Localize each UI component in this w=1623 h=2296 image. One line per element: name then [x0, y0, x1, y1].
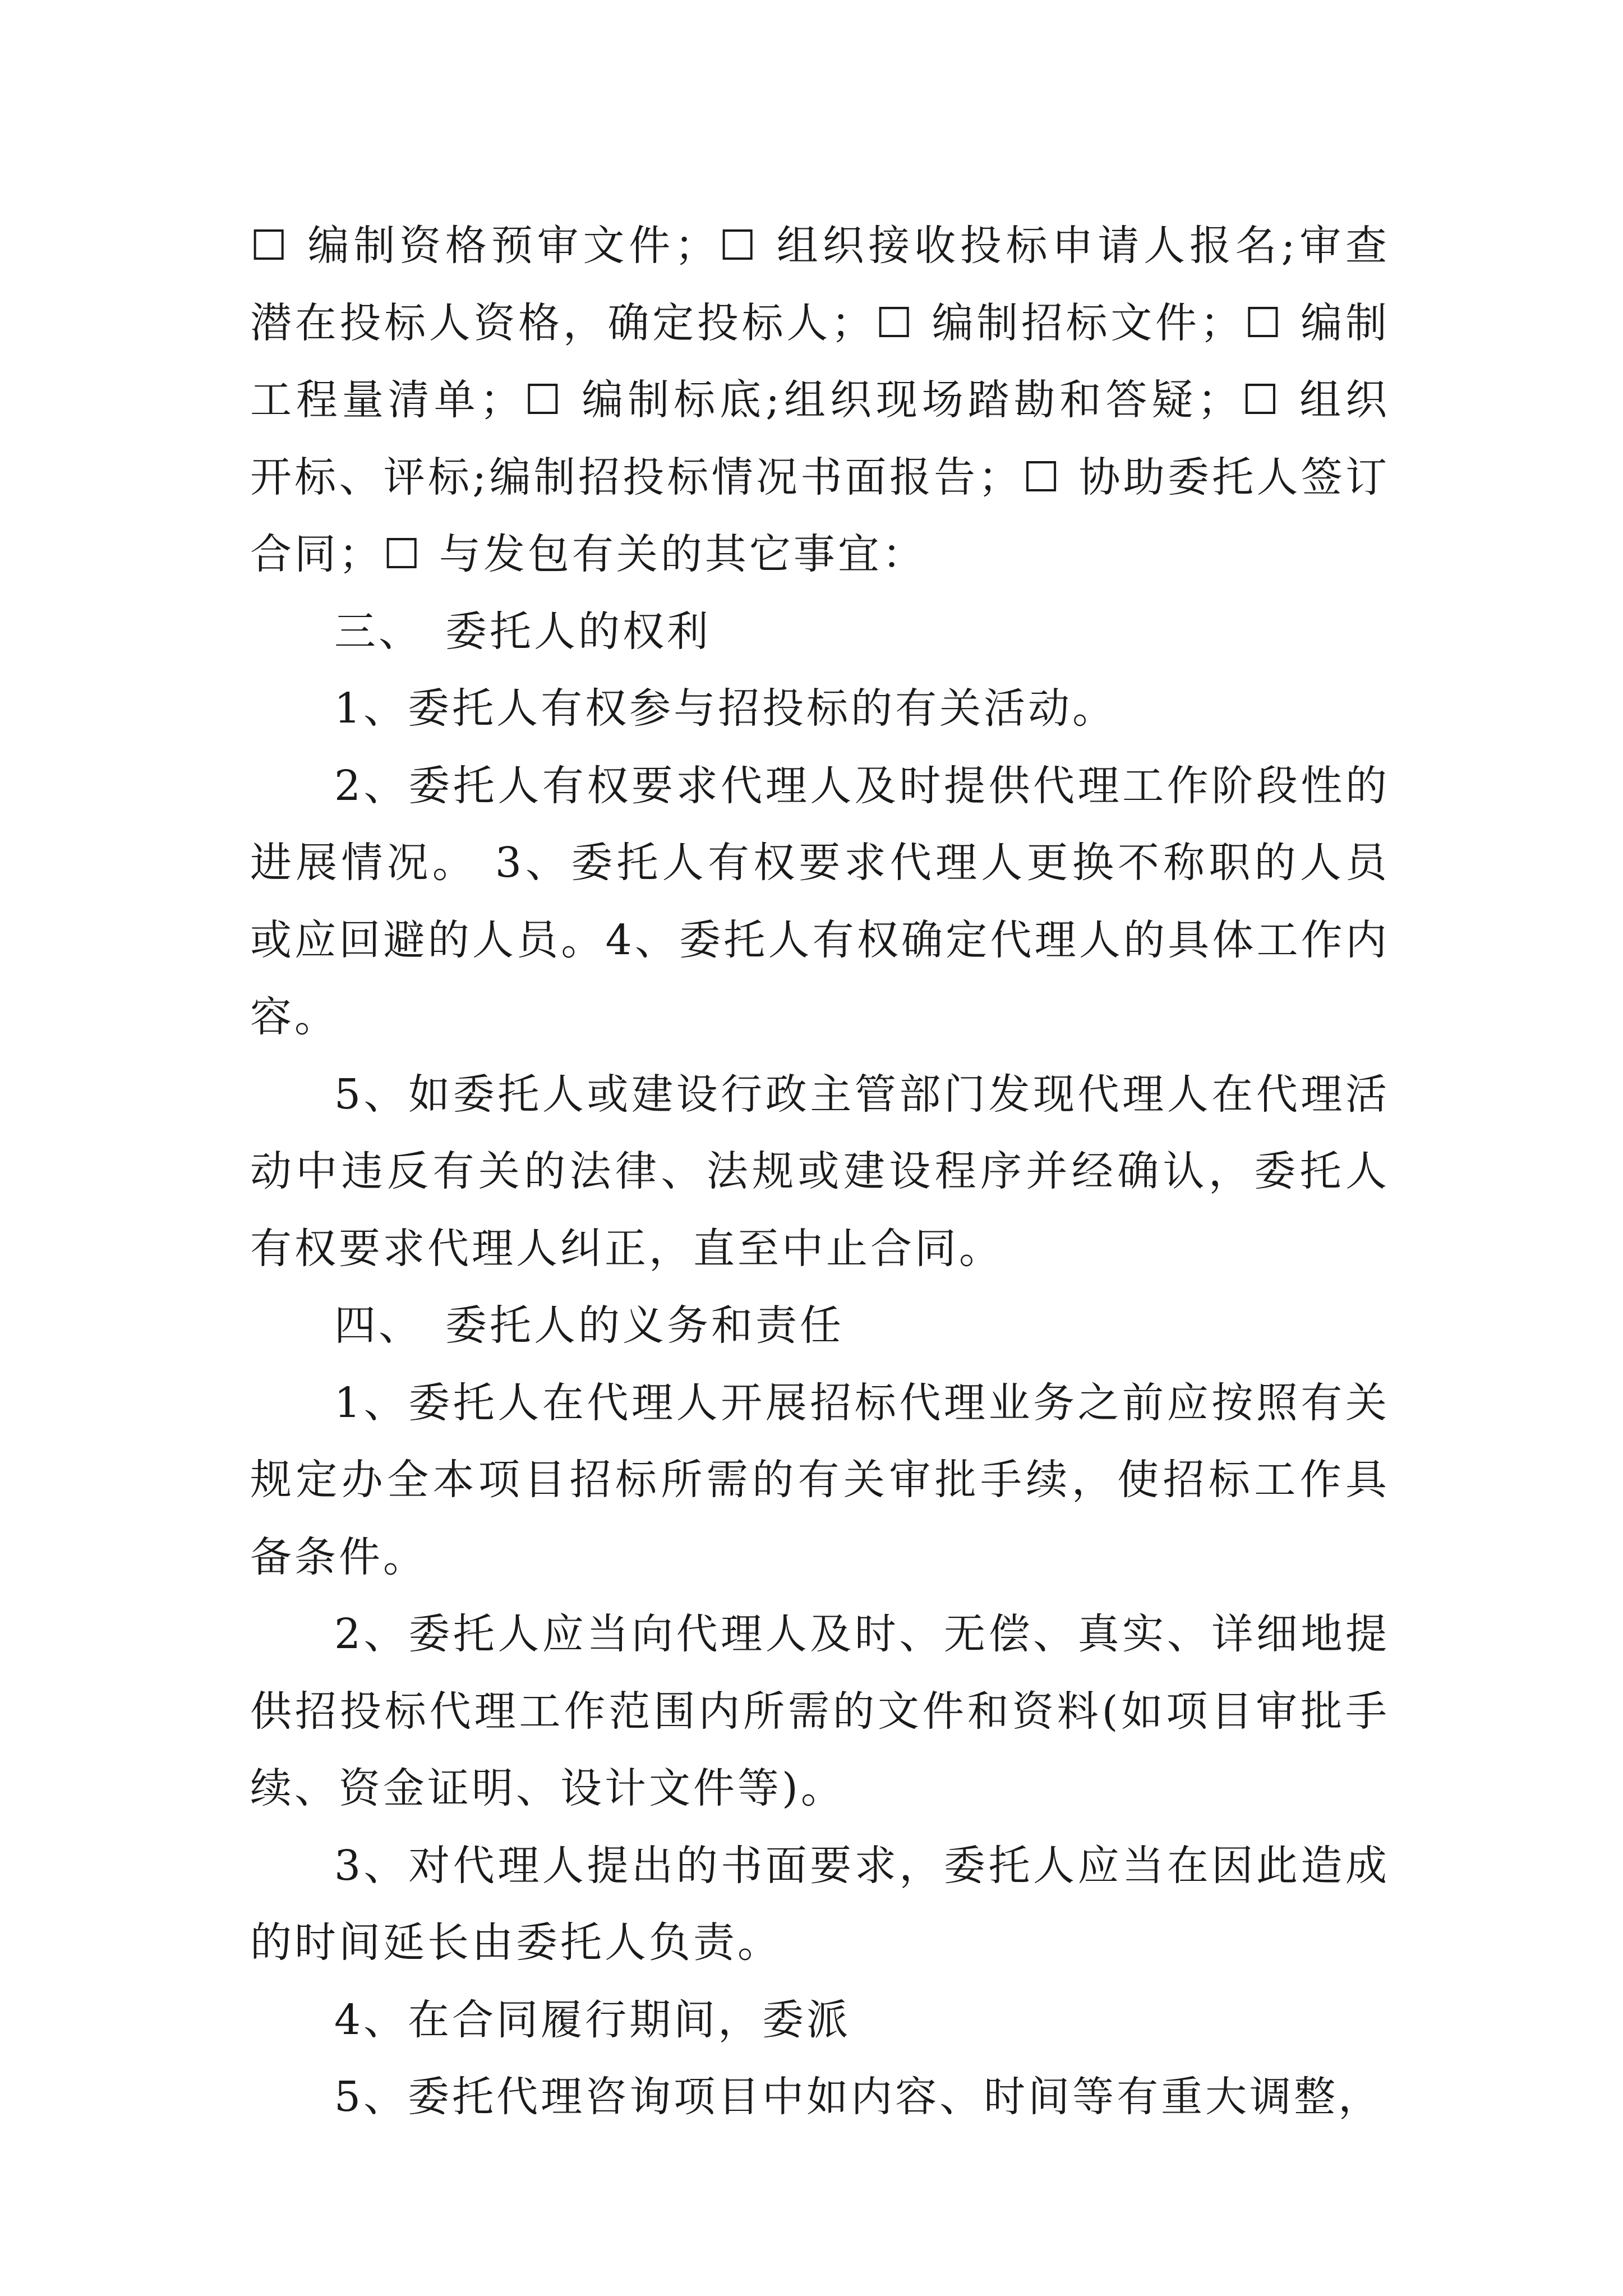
service-scope-paragraph: ☐ 编制资格预审文件；☐ 组织接收投标申请人报名;审查潜在投标人资格，确定投标人；☐ 编制招标文件；☐ 编制工程量清单；☐ 编制标底;组织现场踏勘和答疑；☐ 组织开标、评标;编制招投标情况书面报告；☐ 协助委托人签订合同；☐ 与发包有关的其它事宜：	[250, 222, 1390, 578]
obligations-item-3: 3、对代理人提出的书面要求，委托人应当在因此造成的时间延长由委托人负责。	[250, 1841, 1390, 1967]
section-number: 四、	[334, 1301, 423, 1350]
section-heading-delegator-obligations	[250, 1287, 1390, 1365]
section-number: 三、	[334, 607, 423, 656]
obligations-item-5: 5、委托代理咨询项目中如内容、时间等有重大调整，	[334, 2073, 1383, 2121]
obligations-item-4: 4、在合同履行期间，委派	[334, 1995, 851, 2044]
obligations-item-1: 1、委托人在代理人开展招标代理业务之前应按照有关规定办全本项目招标所需的有关审批手续，使招标工作具备条件。	[250, 1378, 1390, 1581]
rights-item-5: 5、如委托人或建设行政主管部门发现代理人在代理活动中违反有关的法律、法规或建设程序并经确认，委托人有权要求代理人纠正，直至中止合同。	[250, 1070, 1390, 1273]
section-title: 委托人的义务和责任	[445, 1301, 844, 1350]
section-title: 委托人的权利	[445, 607, 711, 656]
section-heading-delegator-rights	[250, 593, 1390, 671]
obligations-item-2: 2、委托人应当向代理人及时、无偿、真实、详细地提供招投标代理工作范围内所需的文件和资料(如项目审批手续、资金证明、设计文件等)。	[250, 1610, 1390, 1812]
document-body	[250, 208, 1390, 2136]
rights-item-1: 1、委托人有权参与招投标的有关活动。	[334, 684, 1117, 733]
rights-items-2-4: 2、委托人有权要求代理人及时提供代理工作阶段性的进展情况。 3、委托人有权要求代理人更换不称职的人员或应回避的人员。4、委托人有权确定代理人的具体工作内容。	[250, 761, 1390, 1041]
